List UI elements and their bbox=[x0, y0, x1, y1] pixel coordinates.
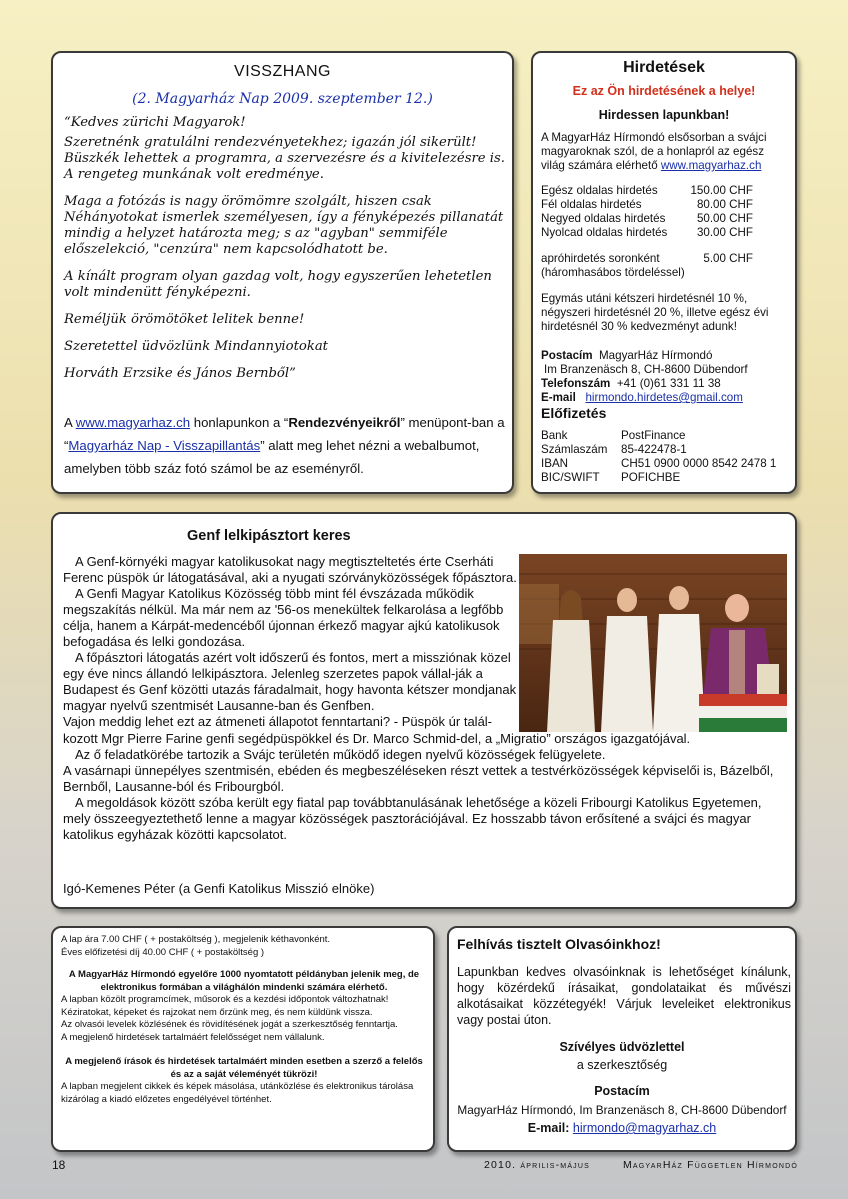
discount-text: Egymás utáni kétszeri hirdetésnél 10 %, négyszeri hirdetésnél 20 %, illetve egész évi hirdetésnél 30 % kedvezményt adunk! bbox=[541, 292, 769, 333]
price-label: Negyed oldalas hirdetés bbox=[541, 212, 666, 225]
bank-key: Bank bbox=[541, 429, 568, 442]
article-paragraph: A vasárnapi ünnepélyes szentmisén, ebéden és megbeszéléseken részt vettek a testvérközösségek képviselői is, Bázelből, Bernből, Lausanne-ból és Fribourgból. bbox=[63, 763, 774, 794]
imprint-line: Az olvasói levelek közlésének és rövidítésének jogát a szerkesztőség fenntartja. bbox=[61, 1019, 398, 1030]
postal-value: MagyarHáz Hírmondó bbox=[599, 349, 713, 362]
footer-publication bbox=[484, 1159, 798, 1171]
publication-name: MagyarHáz Független Hírmondó bbox=[622, 1159, 798, 1171]
reader-call-title: Felhívás tisztelt Olvasóinkhoz! bbox=[457, 936, 661, 952]
webalbum-link[interactable]: Magyarház Nap - Visszapillantás bbox=[68, 438, 261, 453]
bishop-mass-photo bbox=[519, 554, 787, 732]
subscription-title: Előfizetés bbox=[541, 405, 607, 421]
imprint-line: A megjelenő hirdetések tartalmáért felelősséget nem vállalunk. bbox=[61, 1031, 325, 1043]
ads-intro bbox=[541, 131, 791, 173]
postal-address: MagyarHáz Hírmondó, Im Branzenäsch 8, CH-8600 Dübendorf bbox=[457, 1103, 787, 1117]
bank-row bbox=[541, 457, 791, 471]
price-row bbox=[541, 212, 753, 226]
ads-contact bbox=[541, 349, 791, 405]
ads-cta: Hirdessen lapunkban! bbox=[598, 108, 730, 122]
letter-paragraph: Szeretnénk gratulálni rendezvényetekhez; igazán jól sikerült! Büszkék lehettek a programra, a szervezésre és a kivitelezésre is. A rengeteg munkának volt eredménye. bbox=[64, 135, 505, 182]
greeting: Szívélyes üdvözlettel bbox=[559, 1040, 685, 1054]
imprint-content bbox=[61, 934, 427, 1106]
circulation-note: A MagyarHáz Hírmondó egyelőre 1000 nyomtatott példányban jelenik meg, de elektronikus formában a világhálón mindenki számára elérhető. bbox=[68, 969, 420, 993]
bank-value: PostFinance bbox=[621, 429, 686, 442]
postal-label: Postacím bbox=[541, 349, 593, 362]
genf-full-text bbox=[63, 731, 789, 843]
price-value: 30.00 CHF bbox=[696, 226, 753, 239]
ads-title: Hirdetések bbox=[623, 59, 705, 76]
bank-key: IBAN bbox=[541, 457, 569, 470]
trailer-text: A bbox=[64, 415, 76, 430]
bank-value: POFICHBE bbox=[621, 471, 681, 484]
ads-email-link[interactable]: hirmondo.hirdetes@gmail.com bbox=[585, 391, 743, 404]
article-paragraph: Vajon meddig lehet ezt az átmeneti állapotot fenntartani? - Püspök úr talál- bbox=[63, 714, 493, 729]
price-label: Egész oldalas hirdetés bbox=[541, 184, 658, 197]
visszhang-title: VISSZHANG bbox=[234, 63, 331, 80]
magyarhaz-link[interactable]: www.magyarhaz.ch bbox=[660, 159, 762, 172]
bank-key: BIC/SWIFT bbox=[541, 471, 600, 484]
visszhang-subtitle: (2. Magyarház Nap 2009. szeptember 12.) bbox=[132, 91, 433, 107]
postal-row bbox=[541, 349, 791, 363]
letter-paragraph: Maga a fotózás is nagy örömömre szolgált, hiszen csak Néhányotokat ismerlek személyesen, így a fényképezés pillanatát mindig a helyzet határozta meg; s az "agyban" semmiféle előszelekció, "cenzúra" nem kapcsolódhatott be. bbox=[64, 194, 504, 257]
photo-illustration bbox=[519, 554, 787, 732]
price-value: 80.00 CHF bbox=[696, 198, 753, 211]
editor-email-link[interactable]: hirmondo@magyarhaz.ch bbox=[572, 1121, 717, 1135]
bank-row bbox=[541, 471, 791, 485]
article-paragraph: A főpásztori látogatás azért volt időszerű és fontos, mert a missziónak közel egy éve nincs állandó lelkipásztora. Jelenleg szerzetes papok vállal-ják a Budapest és Genf közötti utazás fáradalmait, hogy havonta kétszer mondjanak magyar nyelvű szentmisét Lausanne-ban és Genfben. bbox=[63, 650, 517, 713]
article-paragraph: kozott Mgr Pierre Farine genfi segédpüspökkel és Dr. Marco Schmid-del, a „Migratio” országos igazgatójával. bbox=[63, 731, 691, 746]
small-ad bbox=[541, 252, 753, 280]
reader-call-box bbox=[447, 926, 797, 1152]
letter-paragraph: Reméljük örömötöket lelitek benne! bbox=[64, 312, 305, 327]
postal-address: Im Branzenäsch 8, CH-8600 Dübendorf bbox=[544, 363, 748, 376]
imprint-box bbox=[51, 926, 435, 1152]
letter-paragraph: Szeretettel üdvözlünk Mindannyiotokat bbox=[64, 339, 328, 354]
letter-paragraph: “Kedves zürichi Magyarok! bbox=[64, 115, 246, 130]
article-paragraph: A Genf-környéki magyar katolikusokat nagy megtiszteltetés érte Cserháti Ferenc püspök úr látogatásával, aki a nyugati szórványközösségek főpásztora. bbox=[63, 554, 517, 585]
email-label: E-mail bbox=[541, 391, 576, 404]
postal-title: Postacím bbox=[594, 1084, 650, 1098]
imprint-line: A lapban közölt programcímek, műsorok és a kezdési időpontok változhatnak! bbox=[61, 994, 389, 1005]
bank-key: Számlaszám bbox=[541, 443, 608, 456]
price-value: 50.00 CHF bbox=[696, 212, 753, 225]
small-ad-price: 5.00 CHF bbox=[703, 252, 753, 265]
genf-column-text bbox=[63, 554, 518, 730]
email-row bbox=[541, 391, 791, 405]
genf-title: Genf lelkipásztort keres bbox=[187, 528, 351, 544]
price-line: A lap ára 7.00 CHF ( + postaköltség ), megjelenik kéthavonként. bbox=[61, 934, 331, 945]
bank-details bbox=[541, 429, 791, 485]
copyright-note: A lapban megjelent cikkek és képek másolása, utánközlése és elektronikus tárolása kizárólag a kiadó előzetes engedélyével történhet. bbox=[61, 1081, 414, 1105]
bank-value: CH51 0900 0000 8542 2478 1 bbox=[621, 457, 777, 470]
ads-box bbox=[531, 51, 797, 494]
article-paragraph: A Genfi Magyar Katolikus Közösség több mint fél évszázada működik megszakítás nélkül. Ma már nem az '56-os menekültek felkarolása a legfőbb célja, hanem a Kárpát-medencéből újonnan érkező magyar ajkú katolikusok befogadása és lelki gondozása. bbox=[63, 586, 504, 649]
price-row bbox=[541, 184, 753, 198]
price-label: Fél oldalas hirdetés bbox=[541, 198, 642, 211]
small-ad-note: (háromhasábos tördeléssel) bbox=[541, 266, 685, 279]
price-label: Nyolcad oldalas hirdetés bbox=[541, 226, 668, 239]
trailer-text: ” alatt meg lehet nézni a webalbumot, amelyben több száz fotó számol be az eseményről. bbox=[64, 438, 480, 476]
email-label: E-mail: bbox=[527, 1121, 573, 1135]
page-number: 18 bbox=[52, 1158, 66, 1172]
subscription-line: Éves előfizetési díj 40.00 CHF ( + postaköltség ) bbox=[61, 946, 265, 958]
letter-paragraph: A kínált program olyan gazdag volt, hogy egyszerűen lehetetlen volt mindenütt fényképezni. bbox=[64, 269, 492, 300]
article-paragraph: A megoldások között szóba került egy fiatal pap továbbtanulásának lehetősége a közeli Fribourgi Katolikus Egyetemen, mely összeegyeztethető lenne a magyar közösségek pasztorációjával. Ez hosszabb távon erősítené a svájci és magyar katolikus egyházak közötti kapcsolatot. bbox=[63, 795, 762, 842]
trailer-text: ” menüpont-ban a “ bbox=[64, 415, 505, 453]
phone-row bbox=[541, 377, 791, 391]
phone-label: Telefonszám bbox=[541, 377, 611, 390]
price-value: 150.00 CHF bbox=[690, 184, 753, 197]
letter-paragraph: Horváth Erzsike és János Bernből” bbox=[64, 366, 296, 381]
bank-row bbox=[541, 429, 791, 443]
bank-value: 85-422478-1 bbox=[621, 443, 687, 456]
phone-value: +41 (0)61 331 11 38 bbox=[616, 377, 721, 390]
article-paragraph: Az ő feladatkörébe tartozik a Svájc területén működő idegen nyelvű közösségek felügyelete. bbox=[75, 747, 606, 762]
imprint-line: Kéziratokat, képeket és rajzokat nem őrzünk meg, és nem küldünk vissza. bbox=[61, 1006, 373, 1018]
menu-item-name: Rendezvényeikről bbox=[288, 415, 401, 430]
email-row bbox=[449, 1121, 795, 1135]
price-row bbox=[541, 226, 753, 240]
small-ad-label: apróhirdetés soronként bbox=[541, 252, 660, 265]
ads-intro-text: A MagyarHáz Hírmondó elsősorban a svájci magyaroknak szól, de a honlapról az egész világ számára elérhető bbox=[541, 131, 767, 172]
issue-date: 2010. április-május bbox=[483, 1159, 591, 1171]
trailer-text: honlapunkon a “ bbox=[190, 415, 289, 430]
small-ad-row bbox=[541, 252, 753, 266]
ads-slogan: Ez az Ön hirdetésének a helye! bbox=[572, 84, 756, 98]
visszhang-trailer bbox=[64, 411, 510, 480]
visszhang-box bbox=[51, 51, 514, 494]
responsibility-note: A megjelenő írások és hirdetések tartalmáért minden esetben a szerző a felelős és az a saját véleményét tükrözi! bbox=[65, 1056, 423, 1080]
genf-article bbox=[51, 512, 797, 909]
price-list bbox=[541, 184, 753, 240]
price-row bbox=[541, 198, 753, 212]
magyarhaz-link[interactable]: www.magyarhaz.ch bbox=[75, 415, 191, 430]
editor-signature: a szerkesztőség bbox=[576, 1058, 668, 1072]
genf-signature: Igó-Kemenes Péter (a Genfi Katolikus Misszió elnöke) bbox=[63, 881, 375, 896]
bank-row bbox=[541, 443, 791, 457]
visszhang-letter bbox=[64, 115, 510, 393]
reader-call-body: Lapunkban kedves olvasóinknak is lehetőséget kínálunk, hogy közérdekű írásaikat, gondolataikat és művészi alkotásaikat közzétegyék! Várjuk leveleiket elektronikus vagy postai úton. bbox=[457, 965, 791, 1027]
